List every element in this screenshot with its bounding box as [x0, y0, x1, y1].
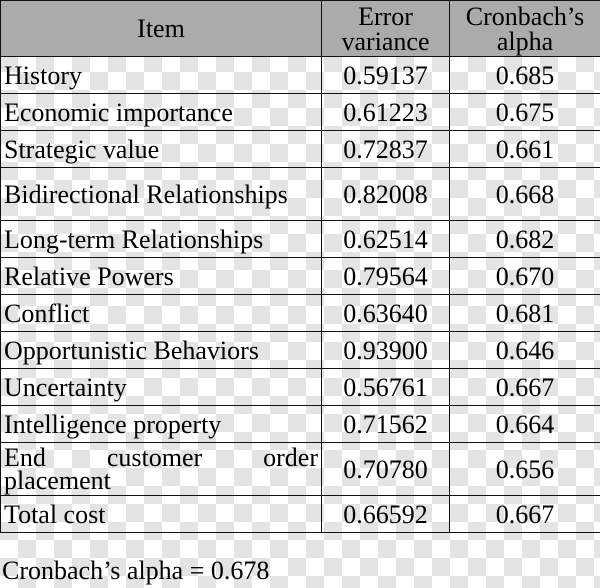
table-row — [1, 332, 600, 369]
table-row — [1, 168, 600, 221]
error-variance-cell: 0.66592 — [322, 496, 450, 533]
table-body — [1, 57, 600, 533]
header-error-variance-line2: variance — [341, 26, 430, 56]
table-row — [1, 406, 600, 443]
item-cell: Long-term Relationships — [1, 221, 322, 258]
overall-cronbach-alpha: Cronbach’s alpha = 0.678 — [2, 556, 270, 585]
alpha-cell: 0.646 — [450, 332, 600, 369]
header-error-variance-line1: Error — [358, 1, 413, 31]
table-row — [1, 496, 600, 533]
error-variance-cell: 0.79564 — [322, 258, 450, 295]
item-cell: Uncertainty — [1, 369, 322, 406]
table-row — [1, 221, 600, 258]
alpha-cell: 0.664 — [450, 406, 600, 443]
error-variance-cell: 0.93900 — [322, 332, 450, 369]
error-variance-cell: 0.71562 — [322, 406, 450, 443]
item-cell: Economic importance — [1, 94, 322, 131]
item-cell: Opportunistic Behaviors — [1, 332, 322, 369]
item-cell: Conflict — [1, 295, 322, 332]
item-cell: Bidirectional Relationships — [1, 168, 322, 221]
alpha-cell: 0.667 — [450, 369, 600, 406]
alpha-cell: 0.656 — [450, 443, 600, 496]
alpha-cell: 0.681 — [450, 295, 600, 332]
header-item — [1, 1, 322, 57]
error-variance-cell: 0.62514 — [322, 221, 450, 258]
table-row — [1, 369, 600, 406]
header-cronbach-line2: alpha — [496, 26, 554, 56]
table-row — [1, 131, 600, 168]
error-variance-cell: 0.61223 — [322, 94, 450, 131]
header-cronbach-line1: Cronbach’s — [465, 1, 585, 31]
alpha-cell: 0.670 — [450, 258, 600, 295]
header-cronbach-alpha — [450, 1, 600, 57]
error-variance-cell: 0.70780 — [322, 443, 450, 496]
table-header — [1, 1, 600, 57]
error-variance-cell: 0.82008 — [322, 168, 450, 221]
table-row — [1, 295, 600, 332]
header-item-label: Item — [137, 14, 185, 43]
header-row — [1, 1, 600, 57]
header-error-variance — [322, 1, 450, 57]
error-variance-cell: 0.63640 — [322, 295, 450, 332]
alpha-cell: 0.661 — [450, 131, 600, 168]
item-cell: End customer order placement — [1, 443, 322, 496]
error-variance-cell: 0.56761 — [322, 369, 450, 406]
table-row — [1, 94, 600, 131]
item-cell: Relative Powers — [1, 258, 322, 295]
item-cell: Total cost — [1, 496, 322, 533]
error-variance-cell: 0.59137 — [322, 57, 450, 94]
item-cell: Strategic value — [1, 131, 322, 168]
item-cell: History — [1, 57, 322, 94]
alpha-cell: 0.668 — [450, 168, 600, 221]
alpha-cell: 0.685 — [450, 57, 600, 94]
item-cell: Intelligence property — [1, 406, 322, 443]
table-row — [1, 443, 600, 496]
table-row — [1, 258, 600, 295]
alpha-cell: 0.682 — [450, 221, 600, 258]
alpha-cell: 0.667 — [450, 496, 600, 533]
alpha-cell: 0.675 — [450, 94, 600, 131]
error-variance-cell: 0.72837 — [322, 131, 450, 168]
table-row — [1, 57, 600, 94]
